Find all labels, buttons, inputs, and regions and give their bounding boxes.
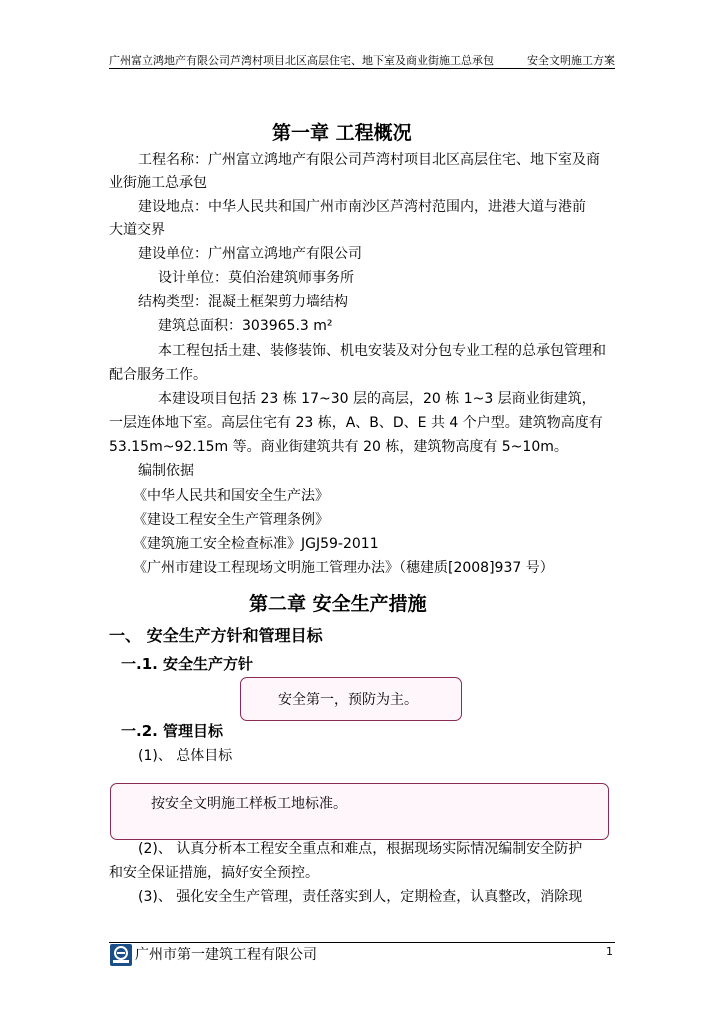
basis-item-1: 《中华人民共和国安全生产法》 bbox=[133, 488, 329, 504]
designer-line: 设计单位：莫伯治建筑师事务所 bbox=[158, 270, 354, 286]
scope-line1: 本工程包括土建、装修装饰、机电安装及对分包专业工程的总承包管理和 bbox=[158, 343, 606, 359]
basis-item-2: 《建设工程安全生产管理条例》 bbox=[133, 512, 329, 528]
buildings-line3: 53.15m~92.15m 等。商业街建筑共有 20 栋，建筑物高度有 5~10m。 bbox=[109, 439, 568, 455]
policy-box bbox=[240, 677, 462, 721]
subsection2-heading: 一.2. 管理目标 bbox=[121, 722, 224, 740]
footer-company: 广州市第一建筑工程有限公司 bbox=[135, 947, 317, 963]
buildings-line2: 一层连体地下室。高层住宅有 23 栋，A、B、D、E 共 4 个户型。建筑物高度有 bbox=[109, 415, 603, 431]
basis-heading: 编制依据 bbox=[138, 463, 194, 479]
overall-goal-item: (1)、 总体目标 bbox=[138, 748, 233, 764]
scope-line2: 配合服务工作。 bbox=[109, 367, 207, 383]
policy-text: 安全第一，预防为主。 bbox=[278, 692, 418, 708]
owner-line: 建设单位：广州富立鸿地产有限公司 bbox=[138, 246, 362, 262]
basis-item-4: 《广州市建设工程现场文明施工管理办法》（穗建质[2008]937 号） bbox=[133, 560, 554, 576]
structure-line: 结构类型：混凝土框架剪力墙结构 bbox=[138, 294, 348, 310]
header-right-text: 安全文明施工方案 bbox=[527, 54, 615, 67]
location-line2: 大道交界 bbox=[109, 222, 165, 238]
header-divider bbox=[109, 68, 615, 69]
location-line1: 建设地点：中华人民共和国广州市南沙区芦湾村范围内，进港大道与港前 bbox=[138, 199, 586, 215]
footer-divider bbox=[109, 942, 615, 943]
project-name-line1: 工程名称：广州富立鸿地产有限公司芦湾村项目北区高层住宅、地下室及商 bbox=[138, 152, 600, 168]
page-number: 1 bbox=[606, 945, 613, 958]
goal-text: 按安全文明施工样板工地标准。 bbox=[151, 796, 347, 812]
subsection1-heading: 一.1. 安全生产方针 bbox=[121, 655, 254, 673]
item2-line1: (2)、 认真分析本工程安全重点和难点，根据现场实际情况编制安全防护 bbox=[138, 841, 583, 857]
basis-item-3: 《建筑施工安全检查标准》JGJ59-2011 bbox=[133, 536, 379, 552]
area-line: 建筑总面积：303965.3 m² bbox=[158, 318, 333, 334]
header-left-text: 广州富立鸿地产有限公司芦湾村项目北区高层住宅、地下室及商业街施工总承包 bbox=[109, 54, 494, 67]
company-logo-icon bbox=[110, 944, 132, 966]
item2-line2: 和安全保证措施，搞好安全预控。 bbox=[109, 865, 319, 881]
item3-line1: (3)、 强化安全生产管理，责任落实到人，定期检查，认真整改，消除现 bbox=[138, 889, 583, 905]
buildings-line1: 本建设项目包括 23 栋 17~30 层的高层，20 栋 1~3 层商业街建筑， bbox=[158, 391, 596, 407]
chapter1-title: 第一章 工程概况 bbox=[272, 122, 412, 144]
section1-heading: 一、 安全生产方针和管理目标 bbox=[109, 626, 323, 645]
project-name-line2: 业街施工总承包 bbox=[109, 175, 207, 191]
goal-box bbox=[110, 783, 609, 840]
chapter2-title: 第二章 安全生产措施 bbox=[249, 593, 427, 615]
